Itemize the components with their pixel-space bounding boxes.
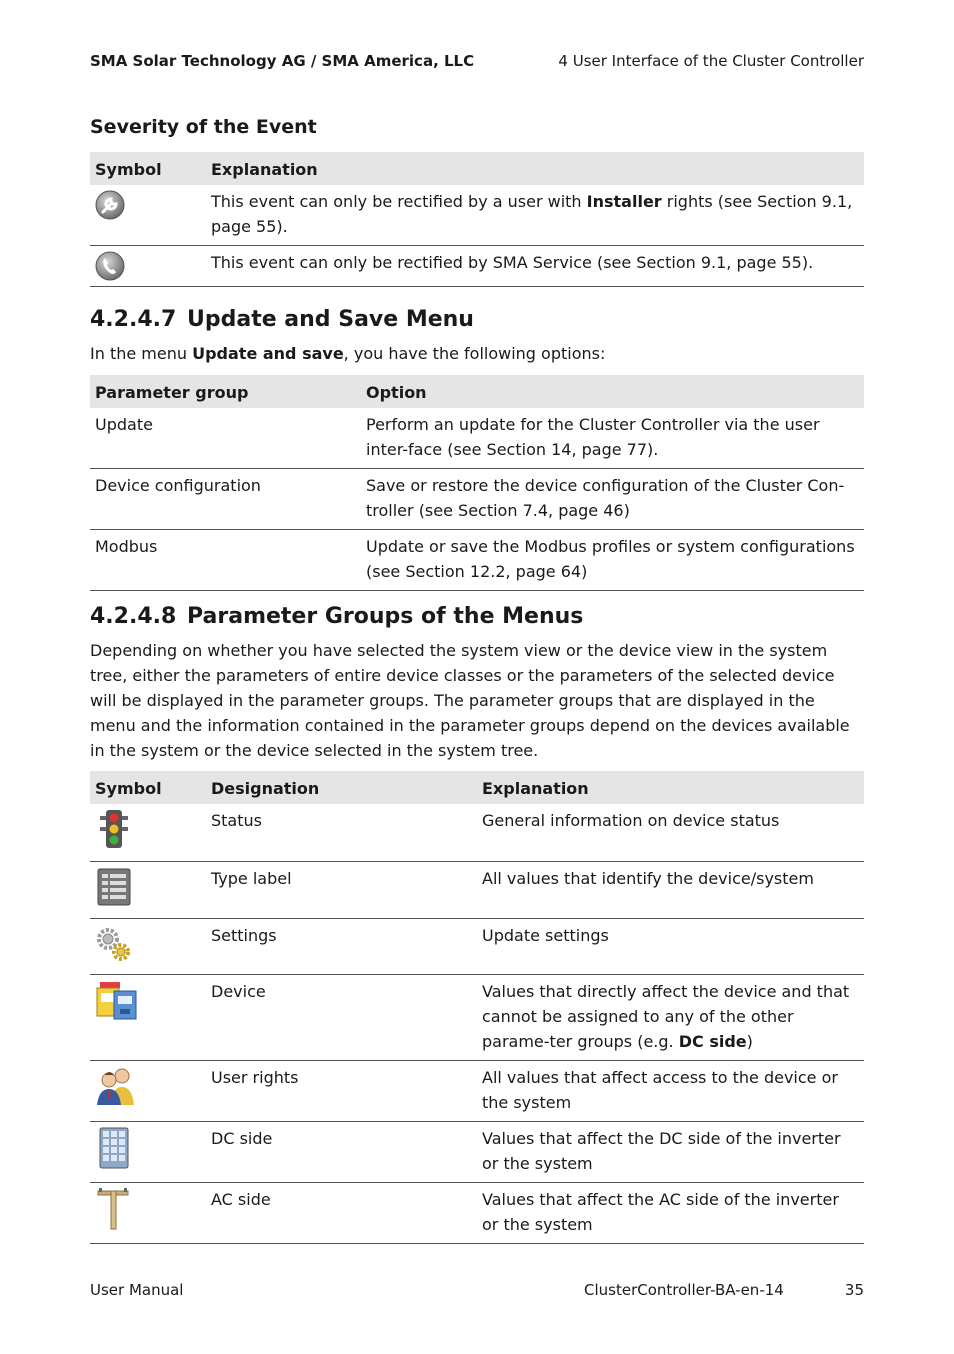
header-company: SMA Solar Technology AG / SMA America, LLC xyxy=(90,52,475,70)
column-header: Explanation xyxy=(477,771,864,804)
table-row xyxy=(90,1182,864,1243)
designation-cell: Device xyxy=(206,974,477,1060)
footer-document-id: ClusterController-BA-en-14 xyxy=(584,1281,784,1299)
utility-pole-icon xyxy=(94,1187,134,1231)
table-row xyxy=(90,1060,864,1121)
solar-panel-icon xyxy=(94,1126,134,1170)
table-row xyxy=(90,530,864,591)
column-header: Designation xyxy=(206,771,477,804)
explanation-cell: All values that identify the device/system xyxy=(477,861,864,918)
table-header-row xyxy=(90,771,864,804)
severity-table xyxy=(90,152,864,287)
page-number: 35 xyxy=(844,1281,864,1299)
symbol-cell xyxy=(90,1121,206,1182)
explanation-cell: General information on device status xyxy=(477,804,864,861)
designation-cell: Type label xyxy=(206,861,477,918)
explanation-cell: This event can only be rectified by a user with Installer rights (see Section 9.1, page 55). xyxy=(206,185,864,246)
option-cell: Update or save the Modbus profiles or system configurations (see Section 12.2, page 64) xyxy=(361,530,864,591)
explanation-cell: Values that directly affect the device and that cannot be assigned to any of the other parame-ter groups (e.g. DC side) xyxy=(477,974,864,1060)
phone-icon xyxy=(94,250,126,282)
symbol-cell xyxy=(90,1060,206,1121)
page-header xyxy=(90,52,864,70)
designation-cell: Status xyxy=(206,804,477,861)
table-row xyxy=(90,861,864,918)
update-save-intro: In the menu Update and save, you have the following options: xyxy=(90,344,606,363)
column-header: Symbol xyxy=(90,152,206,185)
symbol-cell xyxy=(90,918,206,974)
group-cell: Device configuration xyxy=(90,469,361,530)
group-cell: Update xyxy=(90,408,361,469)
table-row xyxy=(90,246,864,287)
explanation-cell: All values that affect access to the device or the system xyxy=(477,1060,864,1121)
table-row xyxy=(90,804,864,861)
explanation-cell: Values that affect the AC side of the inverter or the system xyxy=(477,1182,864,1243)
designation-cell: User rights xyxy=(206,1060,477,1121)
table-row xyxy=(90,469,864,530)
table-row xyxy=(90,408,864,469)
parameter-groups-intro: Depending on whether you have selected the system view or the device view in the system tree, either the parameters of entire device classes or the parameters of the selected device will be displayed in the parameter groups. The parameter groups that are displayed in the menu and the information contained in the parameter groups depend on the devices available in the system or the device selected in the system tree. xyxy=(90,641,850,760)
designation-cell: Settings xyxy=(206,918,477,974)
update-save-table xyxy=(90,375,864,591)
severity-heading: Severity of the Event xyxy=(90,116,317,138)
section-heading-parameter-groups: 4.2.4.8 Parameter Groups of the Menus xyxy=(90,604,584,629)
device-icon xyxy=(94,979,138,1023)
option-cell: Perform an update for the Cluster Controller via the user inter-face (see Section 14, page 77). xyxy=(361,408,864,469)
table-header-row xyxy=(90,375,864,408)
users-icon xyxy=(94,1065,138,1107)
option-cell: Save or restore the device configuration of the Cluster Con-troller (see Section 7.4, page 46) xyxy=(361,469,864,530)
section-heading-update-save: 4.2.4.7 Update and Save Menu xyxy=(90,307,474,332)
explanation-cell: Update settings xyxy=(477,918,864,974)
symbol-cell xyxy=(90,861,206,918)
table-row xyxy=(90,974,864,1060)
designation-cell: DC side xyxy=(206,1121,477,1182)
column-header: Symbol xyxy=(90,771,206,804)
table-row xyxy=(90,918,864,974)
type-label-icon xyxy=(94,866,134,908)
designation-cell: AC side xyxy=(206,1182,477,1243)
column-header: Explanation xyxy=(206,152,864,185)
column-header: Parameter group xyxy=(90,375,361,408)
symbol-cell xyxy=(90,246,206,287)
gears-icon xyxy=(94,923,134,965)
table-row xyxy=(90,1121,864,1182)
symbol-cell xyxy=(90,1182,206,1243)
explanation-cell: This event can only be rectified by SMA Service (see Section 9.1, page 55). xyxy=(206,246,864,287)
symbol-cell xyxy=(90,804,206,861)
group-cell: Modbus xyxy=(90,530,361,591)
table-header-row xyxy=(90,152,864,185)
footer-document-type: User Manual xyxy=(90,1281,184,1299)
header-chapter: 4 User Interface of the Cluster Controller xyxy=(558,52,864,70)
symbol-cell xyxy=(90,185,206,246)
symbol-cell xyxy=(90,974,206,1060)
table-row xyxy=(90,185,864,246)
column-header: Option xyxy=(361,375,864,408)
wrench-icon xyxy=(94,189,126,221)
parameter-groups-table xyxy=(90,771,864,1244)
explanation-cell: Values that affect the DC side of the inverter or the system xyxy=(477,1121,864,1182)
traffic-light-icon xyxy=(94,808,134,850)
